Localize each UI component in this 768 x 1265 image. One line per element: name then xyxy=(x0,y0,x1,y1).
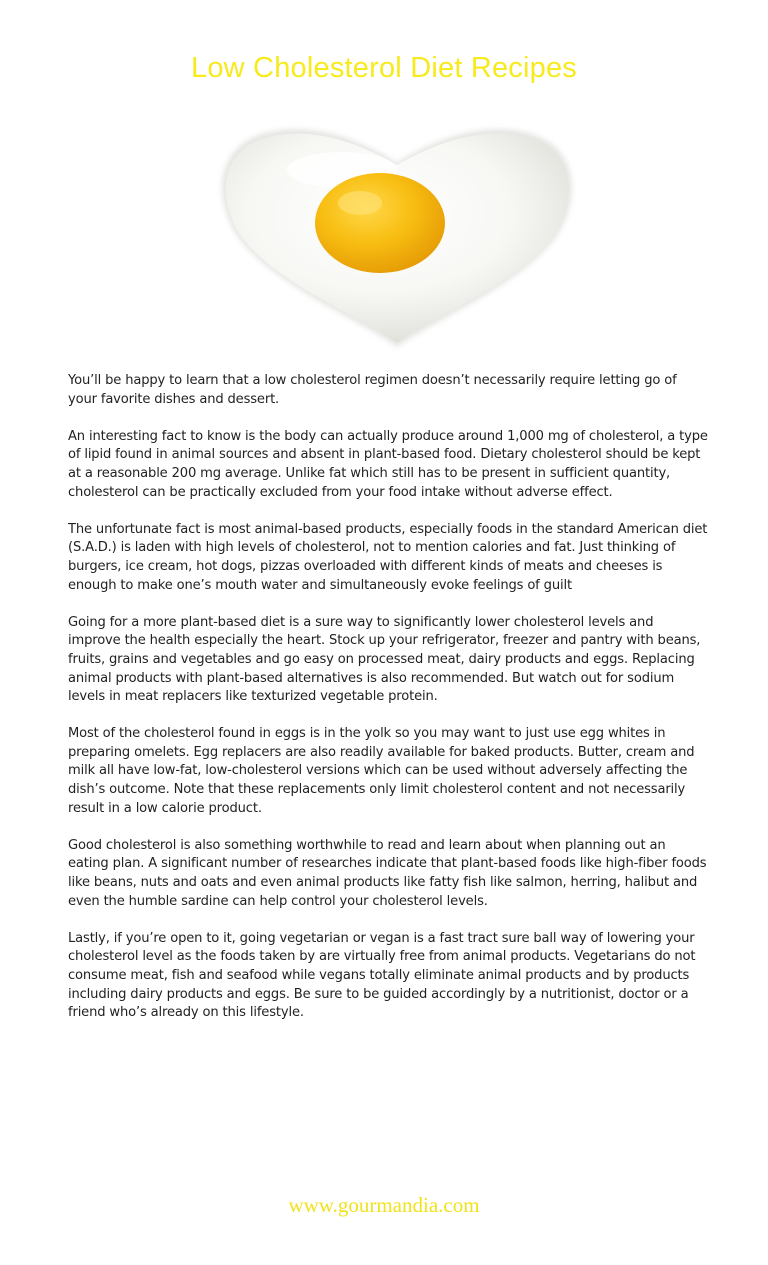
paragraph: You’ll be happy to learn that a low cholesterol regimen doesn’t necessarily require letting go of your favorite dishes and dessert. xyxy=(68,373,677,407)
footer-website-link[interactable]: www.gourmandia.com xyxy=(288,1193,480,1217)
paragraph: Lastly, if you’re open to it, going vegetarian or vegan is a fast tract sure ball way of lowering your cholesterol level as the foods taken by are virtually free from animal products. Vegetarians do not consume meat, fish and seafood while vegans totally eliminate animal products and by products including dairy products and eggs. Be sure to be guided accordingly by a nutritionist, doctor or a friend who’s already on this lifestyle. xyxy=(68,930,696,1021)
paragraph: Good cholesterol is also something worthwhile to read and learn about when planning out an eating plan. A significant number of researches indicate that plant-based foods like high-fiber foods like beans, nuts and oats and even animal products like fatty fish like salmon, herring, halibut and even the humble sardine can help control your cholesterol levels. xyxy=(68,837,707,909)
article-body xyxy=(68,372,708,1041)
egg-yolk xyxy=(315,173,445,273)
paragraph: Going for a more plant-based diet is a sure way to significantly lower cholesterol levels and improve the health especially the heart. Stock up your refrigerator, freezer and pantry with beans, fruits, grains and vegetables and go easy on processed meat, dairy products and eggs. Replacing animal products with plant-based alternatives is also recommended. But watch out for sodium levels in meat replacers like texturized vegetable protein. xyxy=(68,614,701,705)
page-title: Low Cholesterol Diet Recipes xyxy=(191,52,577,84)
heart-shaped-fried-egg-icon xyxy=(212,115,582,355)
paragraph: An interesting fact to know is the body can actually produce around 1,000 mg of cholesterol, a type of lipid found in animal sources and absent in plant-based food. Dietary cholesterol should be kept at a reasonable 200 mg average. Unlike fat which still has to be present in sufficient quantity, cholesterol can be practically excluded from your food intake without adverse effect. xyxy=(68,428,708,500)
paragraph: Most of the cholesterol found in eggs is in the yolk so you may want to just use egg whites in preparing omelets. Egg replacers are also readily available for baked products. Butter, cream and milk all have low-fat, low-cholesterol versions which can be used without adversely affecting the dish’s outcome. Note that these replacements only limit cholesterol content and not necessarily result in a low calorie product. xyxy=(68,726,695,816)
paragraph: The unfortunate fact is most animal-based products, especially foods in the standard American diet (S.A.D.) is laden with high levels of cholesterol, not to mention calories and fat. Just thinking of burgers, ice cream, hot dogs, pizzas overloaded with different kinds of meats and cheeses is enough to make one’s mouth water and simultaneously evoke feelings of guilt xyxy=(68,521,708,593)
